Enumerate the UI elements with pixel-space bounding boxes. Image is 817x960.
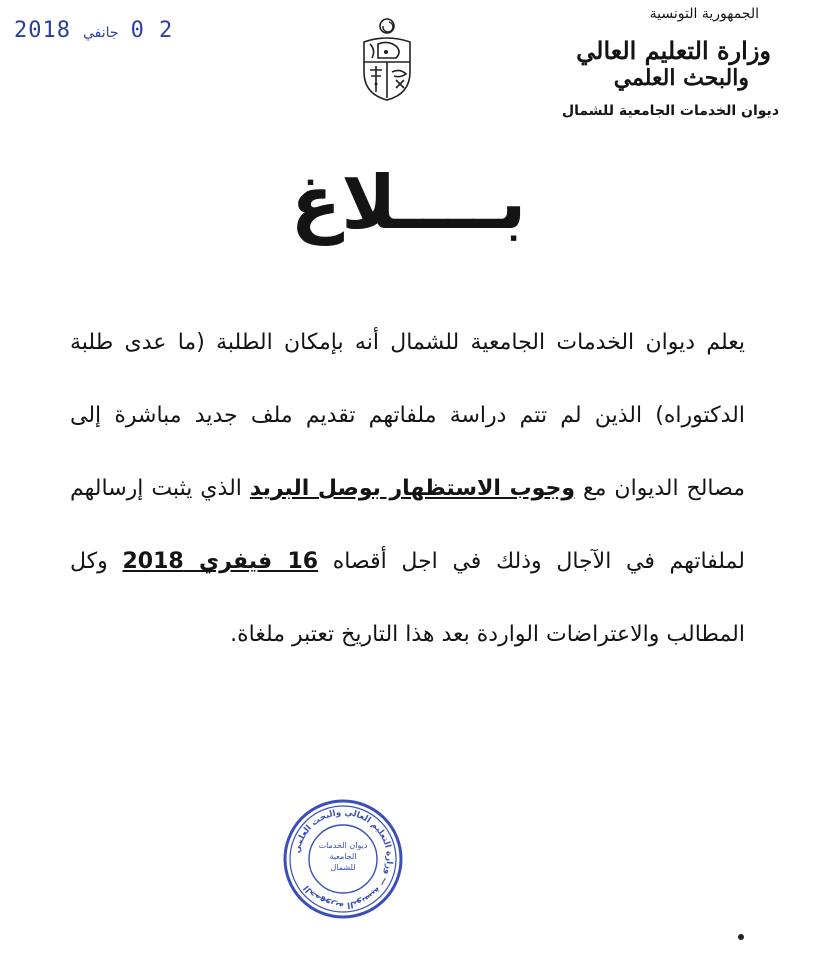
office-name: ديوان الخدمات الجامعية للشمال <box>562 103 779 119</box>
ink-dot <box>738 934 744 940</box>
svg-text:الجمهورية التونسية — وزارة الت: الجمهورية التونسية — وزارة التعليم العالي والبحث العلمي <box>292 807 395 911</box>
page-title: بــــلاغ <box>290 160 527 246</box>
body-part-2: الذي يثبت إرسالهم لملفاتهم في الآجال وذلك في اجل أقصاه <box>70 476 745 574</box>
date-day: 0 2 <box>130 18 174 43</box>
ministry-name-line1: وزارة التعليم العالي <box>576 36 771 65</box>
date-month: جانفي <box>82 25 119 41</box>
announcement-body <box>70 306 745 671</box>
deadline-date: 16 فيفري 2018 <box>122 549 319 574</box>
republic-name: الجمهورية التونسية <box>649 6 759 22</box>
tunisia-coat-of-arms-icon <box>356 14 418 104</box>
svg-text:للشمال: للشمال <box>330 863 356 872</box>
requirement-emphasis: وجوب الاستظهار بوصل البريد <box>249 476 575 501</box>
svg-text:ديوان الخدمات: ديوان الخدمات <box>318 841 368 850</box>
date-year: 2018 <box>14 18 71 43</box>
ministry-name-line2: والبحث العلمي <box>613 65 749 91</box>
date-stamp <box>14 18 173 43</box>
body-part-1: يعلم ديوان الخدمات الجامعية للشمال أنه بإمكان الطلبة (ما عدى طلبة الدكتوراه) الذين لم تتم دراسة ملفاتهم تقديم ملف جديد مباشرة إلى مصالح الديوان مع <box>70 330 745 501</box>
letterhead <box>549 6 789 119</box>
office-seal-stamp <box>280 796 406 922</box>
body-part-3: وكل المطالب والاعتراضات الواردة بعد هذا التاريخ تعتبر ملغاة. <box>70 549 745 647</box>
svg-text:الجامعية: الجامعية <box>329 852 357 861</box>
